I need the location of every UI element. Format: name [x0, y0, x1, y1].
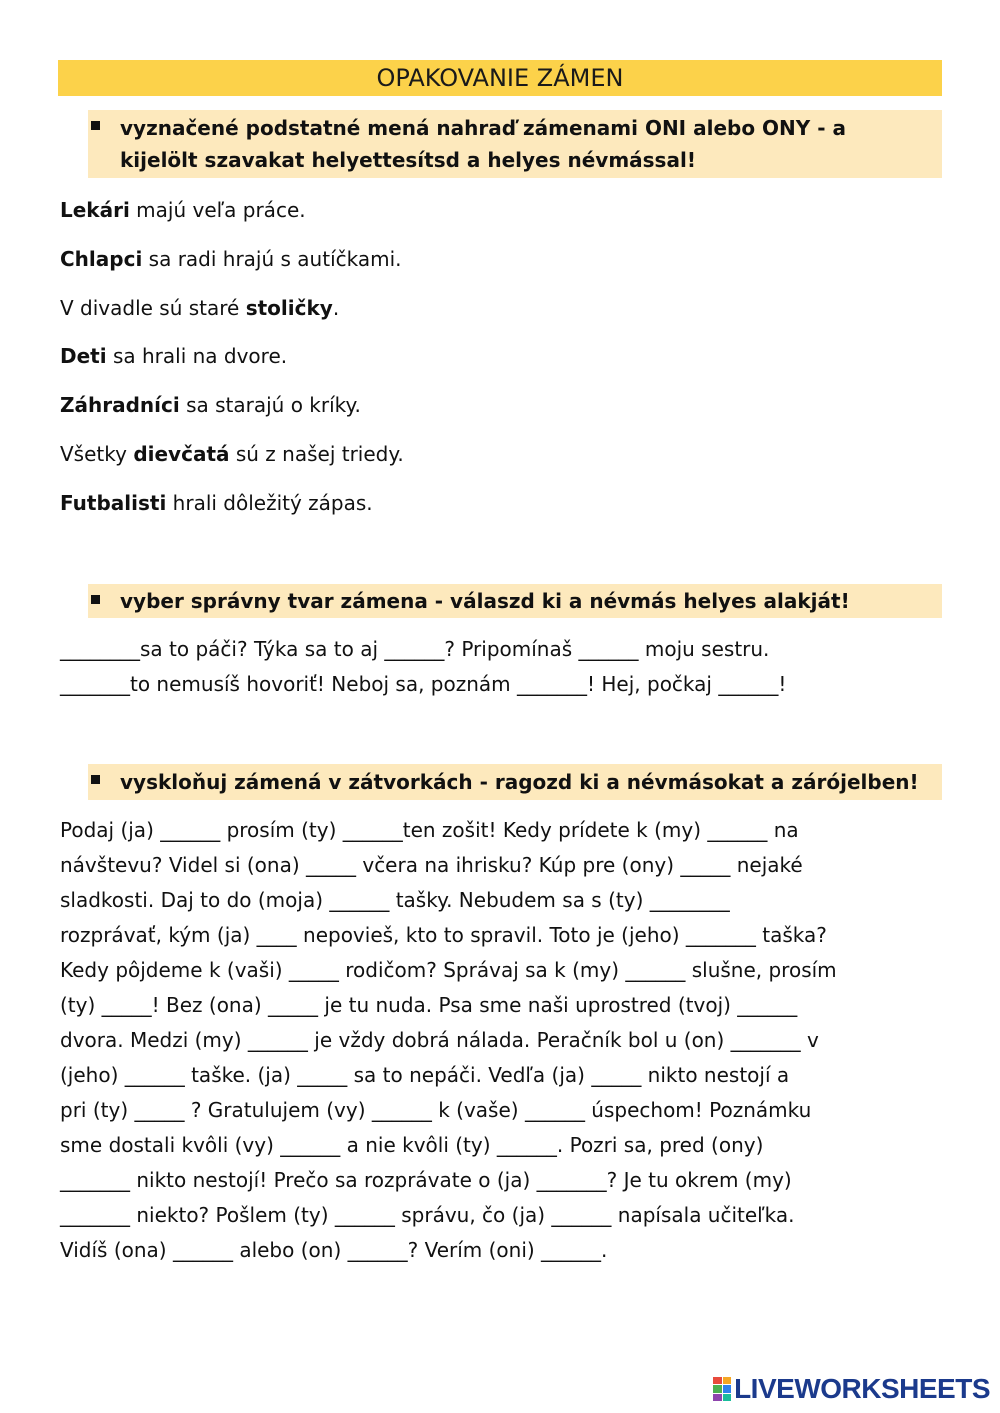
highlighted-noun: stoličky — [245, 296, 333, 320]
sentence-6: Všetky dievčatá sú z našej triedy. — [60, 442, 404, 466]
fill-in-line: sme dostali kvôli (vy) ______ a nie kvôli (ty) ______. Pozri sa, pred (ony) — [60, 1133, 764, 1157]
highlighted-noun: Chlapci — [60, 247, 143, 271]
fill-in-line: _______ nikto nestojí! Prečo sa rozprávate o (ja) _______? Je tu okrem (my) — [60, 1168, 792, 1192]
sentence-4: Deti sa hrali na dvore. — [60, 344, 288, 368]
highlighted-noun: Deti — [60, 344, 107, 368]
bullet-icon — [91, 775, 100, 784]
fill-in-line: (ty) _____! Bez (ona) _____ je tu nuda. Psa sme naši uprostred (tvoj) ______ — [60, 993, 798, 1017]
instruction-3: vyskloňuj zámená v zátvorkách - ragozd ki a névmásokat a zárójelben! — [120, 770, 919, 794]
liveworksheets-logo — [713, 1373, 990, 1405]
fill-in-line: _______ niekto? Pošlem (ty) ______ správu, čo (ja) ______ napísala učiteľka. — [60, 1203, 795, 1227]
highlighted-noun: Futbalisti — [60, 491, 167, 515]
sentence-5: Záhradníci sa starajú o kríky. — [60, 393, 361, 417]
instruction-box-1 — [88, 110, 942, 178]
bullet-icon — [91, 595, 100, 604]
liveworksheets-logo-text: LIVEWORKSHEETS — [734, 1373, 990, 1404]
worksheet-title-bar — [58, 60, 942, 96]
fill-in-line: rozprávať, kým (ja) ____ nepovieš, kto to spravil. Toto je (jeho) _______ taška? — [60, 923, 827, 947]
instruction-1-line-1: vyznačené podstatné mená nahraď zámenami ONI alebo ONY - a — [120, 116, 846, 140]
highlighted-noun: Lekári — [60, 198, 130, 222]
liveworksheets-logo-icon — [713, 1377, 731, 1401]
instruction-box-2 — [88, 584, 942, 618]
fill-in-line: pri (ty) _____ ? Gratulujem (vy) ______ k (vaše) ______ úspechom! Poznámku — [60, 1098, 812, 1122]
worksheet-title: OPAKOVANIE ZÁMEN — [376, 64, 624, 92]
instruction-1-line-2: kijelölt szavakat helyettesítsd a helyes névmással! — [120, 148, 696, 172]
fill-in-line: Vidíš (ona) ______ alebo (on) ______? Verím (oni) ______. — [60, 1238, 608, 1262]
instruction-2: vyber správny tvar zámena - válaszd ki a névmás helyes alakját! — [120, 589, 850, 613]
fill-in-line: sladkosti. Daj to do (moja) ______ tašky. Nebudem sa s (ty) ________ — [60, 888, 730, 912]
fill-in-line: (jeho) ______ taške. (ja) _____ sa to nepáči. Vedľa (ja) _____ nikto nestojí a — [60, 1063, 790, 1087]
bullet-icon — [91, 121, 100, 130]
fill-in-line: dvora. Medzi (my) ______ je vždy dobrá nálada. Peračník bol u (on) _______ v — [60, 1028, 819, 1052]
fill-in-line: Kedy pôjdeme k (vaši) _____ rodičom? Správaj sa k (my) ______ slušne, prosím — [60, 958, 837, 982]
sentence-2: Chlapci sa radi hrajú s autíčkami. — [60, 247, 402, 271]
fill-in-paragraph-3 — [60, 813, 940, 1268]
instruction-box-3 — [88, 764, 942, 800]
sentence-7: Futbalisti hrali dôležitý zápas. — [60, 491, 373, 515]
highlighted-noun: Záhradníci — [60, 393, 180, 417]
fill-in-paragraph-2 — [60, 632, 940, 702]
highlighted-noun: dievčatá — [133, 442, 230, 466]
fill-in-line: ________sa to páči? Týka sa to aj ______? Pripomínaš ______ moju sestru. — [60, 637, 770, 661]
fill-in-line: Podaj (ja) ______ prosím (ty) ______ten zošit! Kedy prídete k (my) ______ na — [60, 818, 799, 842]
sentence-3: V divadle sú staré stoličky. — [60, 296, 340, 320]
sentence-1: Lekári majú veľa práce. — [60, 198, 306, 222]
fill-in-line: návštevu? Videl si (ona) _____ včera na ihrisku? Kúp pre (ony) _____ nejaké — [60, 853, 803, 877]
fill-in-line: _______to nemusíš hovoriť! Neboj sa, poznám _______! Hej, počkaj ______! — [60, 672, 787, 696]
